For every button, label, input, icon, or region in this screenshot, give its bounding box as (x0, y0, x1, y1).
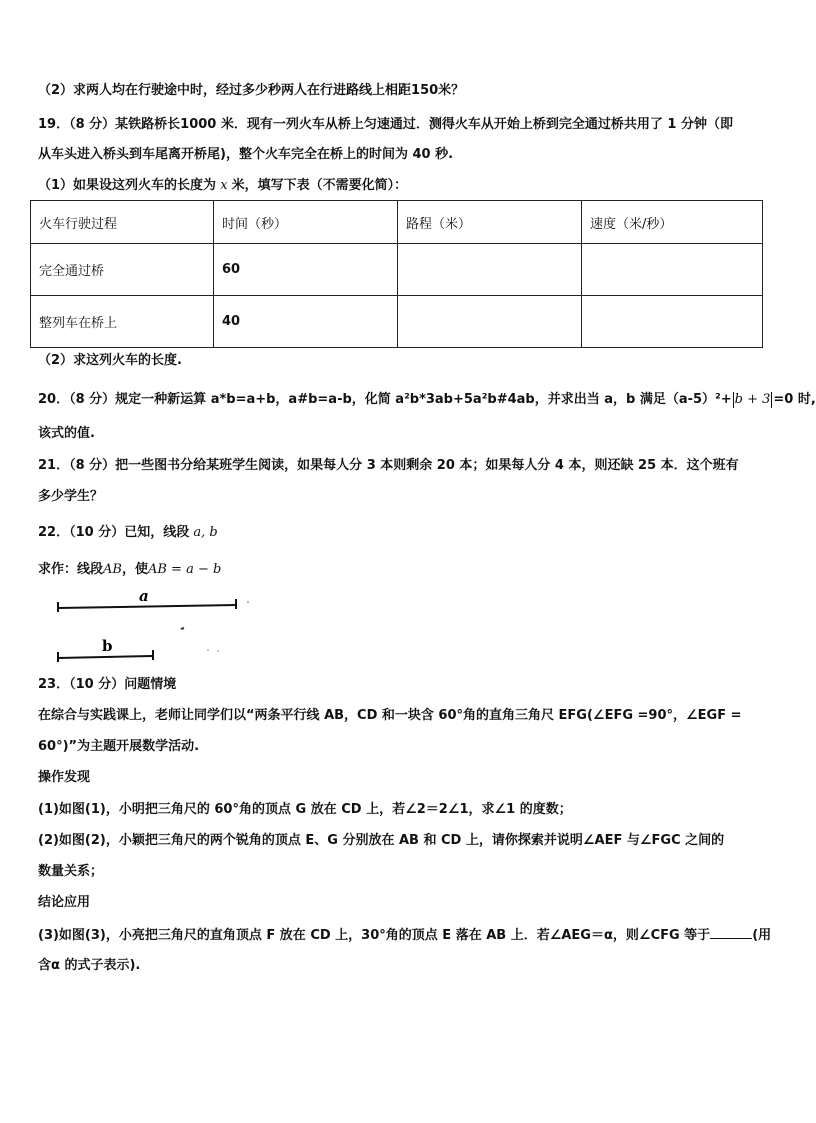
q23-sub3-prefix: (3)如图(3)，小亮把三角尺的直角顶点 F 放在 CD 上，30°角的顶点 E 落在 AB 上．若∠AEG＝α，则∠CFG 等于 (38, 928, 711, 943)
q20-line2: 该式的值. (38, 426, 95, 441)
answer-blank (710, 926, 752, 939)
q20-line1 (38, 391, 816, 409)
q23-application-heading: 结论应用 (38, 895, 91, 910)
table-header-cell: 火车行驶过程 (31, 201, 214, 244)
q23-title: 23．（10 分）问题情境 (38, 677, 177, 692)
q22-req-prefix: 求作：线段 (38, 562, 104, 577)
table-cell: 完全通过桥 (31, 244, 214, 296)
abs-bar-left (733, 392, 734, 408)
q19-part2: （2）求这列火车的长度. (38, 353, 182, 368)
scan-mark (181, 628, 184, 629)
q23-para1: 在综合与实践课上，老师让同学们以“两条平行线 AB，CD 和一块含 60°角的直角三角尺 EFG(∠EFG =90°，∠EGF = (38, 708, 742, 723)
q18-part2: （2）求两人均在行驶途中时，经过多少秒两人在行进路线上相距150米？ (38, 83, 465, 98)
table-header-row (31, 201, 763, 244)
table-row (31, 296, 763, 348)
segment-b (58, 656, 153, 658)
q23-sub2-line2: 数量关系； (38, 864, 104, 879)
segment-a (58, 605, 236, 608)
table-cell (398, 296, 582, 348)
q21-line1: 21．（8 分）把一些图书分给某班学生阅读，如果每人分 3 本则剩余 20 本；如果每人分 4 本，则还缺 25 本．这个班有 (38, 458, 739, 473)
q19-part1-suffix: 米，填写下表（不需要化简）： (231, 178, 408, 193)
q21-line2: 多少学生？ (38, 489, 104, 504)
q22-vars: a, b (193, 525, 218, 540)
q22-requirement (38, 561, 221, 579)
table-header-cell: 速度（米/秒） (582, 201, 763, 244)
label-b: b (102, 637, 113, 655)
scan-dot (207, 649, 208, 650)
table-header-cell: 时间（秒） (214, 201, 398, 244)
label-a: a (139, 587, 149, 605)
q23-operation-heading: 操作发现 (38, 770, 91, 785)
q23-sub3-suffix: (用 (752, 928, 772, 943)
q20-abs-expr: b + 3 (734, 392, 771, 407)
q19-line2: 从车头进入桥头到车尾离开桥尾)，整个火车完全在桥上的时间为 40 秒. (38, 147, 454, 162)
table-row (31, 244, 763, 296)
q20-line1-b: =0 时, (773, 392, 816, 407)
train-table (30, 200, 763, 348)
q23-sub1: (1)如图(1)，小明把三角尺的 60°角的顶点 G 放在 CD 上，若∠2＝2∠1，求∠1 的度数； (38, 802, 572, 817)
q23-sub3-line2: 含α 的式子表示). (38, 958, 141, 973)
scan-dot (217, 650, 218, 651)
table-cell (582, 296, 763, 348)
segments-figure (50, 588, 260, 668)
q23-sub3-line1 (38, 926, 771, 945)
q22-line (38, 524, 218, 542)
table-cell: 60 (214, 244, 398, 296)
q19-part1-prefix: （1）如果设这列火车的长度为 (38, 178, 217, 193)
q20-line1-a: 20．（8 分）规定一种新运算 a*b=a+b，a#b=a-b，化简 a²b*3ab+5a²b#4ab，并求出当 a，b 满足（a-5）²+ (38, 392, 732, 407)
q23-sub2-line1: (2)如图(2)，小颖把三角尺的两个锐角的顶点 E、G 分别放在 AB 和 CD 上，请你探索并说明∠AEF 与∠FGC 之间的 (38, 833, 725, 848)
q23-para2: 60°)”为主题开展数学活动. (38, 739, 200, 754)
table-cell: 40 (214, 296, 398, 348)
q19-line1: 19．（8 分）某铁路桥长1000 米．现有一列火车从桥上匀速通过．测得火车从开始上桥到完全通过桥共用了 1 分钟（即 (38, 117, 733, 132)
table-cell (582, 244, 763, 296)
q22-req-ab: AB (103, 562, 122, 577)
table-header-cell: 路程（米） (398, 201, 582, 244)
q22-req-mid: ，使 (121, 562, 148, 577)
q19-part1 (38, 177, 407, 195)
table-cell (398, 244, 582, 296)
table-cell: 整列车在桥上 (31, 296, 214, 348)
scan-dot (247, 601, 249, 603)
q19-part1-var: x (220, 178, 228, 193)
q22-prefix: 22．（10 分）已知，线段 (38, 525, 190, 540)
q22-req-eq: AB = a − b (147, 562, 222, 577)
